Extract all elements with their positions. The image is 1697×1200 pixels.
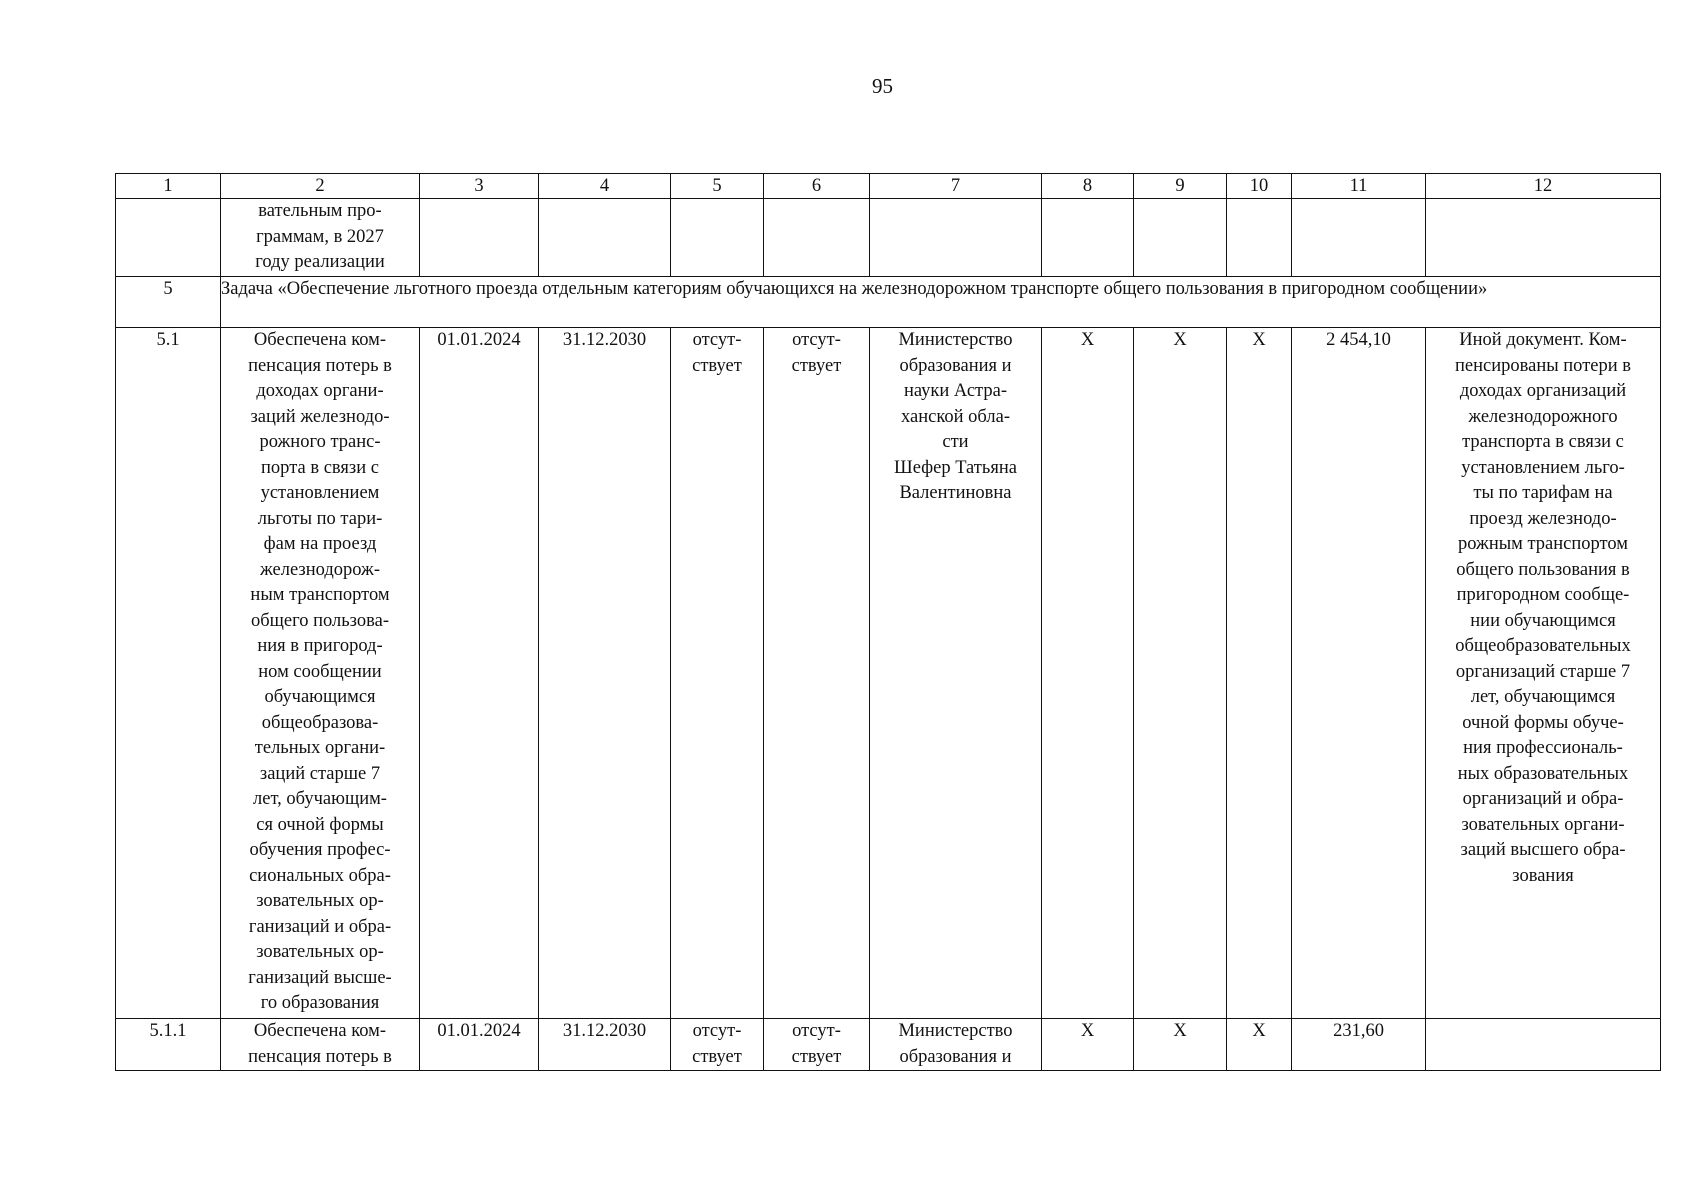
- cell-empty: [1042, 199, 1134, 277]
- column-number: 5: [671, 174, 764, 199]
- text-line: году реализации: [255, 252, 385, 272]
- column-number: 11: [1292, 174, 1426, 199]
- cell-empty: [1134, 199, 1227, 277]
- text-line: доходах органи-: [256, 381, 384, 401]
- text-line: зовательных органи-: [1461, 814, 1625, 835]
- column-number: 6: [764, 174, 870, 199]
- text-line: ханской обла-: [901, 406, 1010, 427]
- text-line: установлением: [260, 483, 380, 503]
- table-row-continuation: [116, 199, 1661, 277]
- cell-col8: Х: [1042, 1019, 1134, 1071]
- text-line: пенсированы потери в: [1455, 355, 1631, 376]
- text-line: ствует: [791, 1046, 842, 1067]
- text-line: Министерство: [898, 330, 1013, 350]
- text-line: Обеспечена ком-: [253, 330, 387, 350]
- cell-end-date: 31.12.2030: [539, 328, 671, 1019]
- text-line: образования и: [899, 1046, 1012, 1067]
- text-line: общеобразова-: [261, 712, 379, 733]
- text-line: ты по тарифам на: [1473, 483, 1613, 503]
- text-line: ном сообщении: [258, 661, 382, 682]
- cell-description: [221, 199, 420, 277]
- cell-empty: [870, 199, 1042, 277]
- cell-description: [221, 1019, 420, 1071]
- text-line: установлением льго-: [1461, 457, 1625, 478]
- text-line: ганизаций высше-: [248, 967, 392, 988]
- cell-description: [221, 328, 420, 1019]
- text-line: пригородном сообще-: [1456, 585, 1630, 605]
- cell-amount: 2 454,10: [1292, 328, 1426, 1019]
- text-line: обучения профес-: [249, 840, 391, 860]
- cell-empty: [420, 199, 539, 277]
- text-line: отсут-: [692, 1021, 742, 1041]
- column-number: 7: [870, 174, 1042, 199]
- program-table: [115, 173, 1661, 1071]
- text-line: Иной документ. Ком-: [1459, 330, 1627, 350]
- text-line: фам на проезд: [263, 534, 377, 554]
- text-line: организаций и обра-: [1462, 789, 1624, 809]
- column-number: 12: [1426, 174, 1661, 199]
- text-line: доходах организаций: [1459, 381, 1627, 401]
- cell-empty: [1426, 199, 1661, 277]
- cell-result-document: [1426, 328, 1661, 1019]
- text-line: общего пользования в: [1456, 559, 1630, 580]
- column-number: 3: [420, 174, 539, 199]
- page-number: 95: [872, 74, 893, 98]
- text-line: обучающимся: [264, 687, 376, 707]
- text-line: сиональных обра-: [249, 865, 391, 886]
- column-number: 4: [539, 174, 671, 199]
- text-line: транспорта в связи с: [1462, 432, 1624, 452]
- text-line: ствует: [791, 355, 842, 376]
- text-line: зовательных ор-: [256, 891, 384, 911]
- cell-result-document: [1426, 1019, 1661, 1071]
- text-line: образования и: [899, 355, 1012, 376]
- row-number: 5.1.1: [116, 1019, 221, 1071]
- cell-col10: Х: [1227, 1019, 1292, 1071]
- cell-col10: Х: [1227, 328, 1292, 1019]
- cell-col9: Х: [1134, 1019, 1227, 1071]
- text-line: железнодорожного: [1468, 406, 1618, 427]
- text-line: зования: [1512, 865, 1574, 886]
- text-line: вательным про-: [258, 201, 382, 221]
- text-line: граммам, в 2027: [256, 226, 384, 247]
- cell-col8: Х: [1042, 328, 1134, 1019]
- text-line: лет, обучающимся: [1470, 687, 1616, 707]
- text-line: отсут-: [692, 330, 742, 350]
- text-line: лет, обучающим-: [253, 789, 387, 809]
- cell-end-date: 31.12.2030: [539, 1019, 671, 1071]
- cell-empty: [1292, 199, 1426, 277]
- text-line: заций железнодо-: [250, 406, 390, 427]
- table-row-5-1-1: [116, 1019, 1661, 1071]
- text-line: рожного транс-: [259, 432, 381, 452]
- text-line: ствует: [692, 355, 742, 376]
- text-line: общеобразовательных: [1455, 636, 1631, 656]
- text-line: Министерство: [898, 1021, 1013, 1041]
- text-line: ствует: [692, 1046, 742, 1067]
- text-line: пенсация потерь в: [248, 355, 392, 376]
- cell-start-date: 01.01.2024: [420, 1019, 539, 1071]
- cell-responsible: [870, 1019, 1042, 1071]
- text-line: проезд железнодо-: [1469, 508, 1617, 529]
- text-line: очной формы обуче-: [1462, 712, 1624, 733]
- text-line: ния в пригород-: [257, 636, 383, 656]
- cell-empty: [671, 199, 764, 277]
- text-line: Шефер Татьяна: [894, 457, 1017, 478]
- row-number: 5: [116, 277, 221, 328]
- row-number: 5.1: [116, 328, 221, 1019]
- text-line: го образования: [260, 993, 380, 1013]
- text-line: рожным транспортом: [1458, 534, 1628, 554]
- column-number-row: [116, 174, 1661, 199]
- cell-col5: [671, 328, 764, 1019]
- cell-empty: [764, 199, 870, 277]
- text-line: общего пользова-: [250, 610, 389, 631]
- cell-empty: [116, 199, 221, 277]
- column-number: 2: [221, 174, 420, 199]
- column-number: 9: [1134, 174, 1227, 199]
- column-number: 10: [1227, 174, 1292, 199]
- text-line: пенсация потерь в: [248, 1046, 392, 1067]
- table-row-5-1: [116, 328, 1661, 1019]
- text-line: ся очной формы: [256, 814, 384, 835]
- text-line: нии обучающимся: [1470, 610, 1616, 631]
- text-line: порта в связи с: [261, 457, 379, 478]
- task-title: Задача «Обеспечение льготного проезда отдельным категориям обучающихся на железнодорожном транспорте общего пользования в пригородном сообщении»: [221, 277, 1661, 328]
- cell-col6: [764, 1019, 870, 1071]
- text-line: тельных органи-: [254, 738, 386, 758]
- text-line: ния профессиональ-: [1463, 738, 1623, 758]
- text-line: отсут-: [792, 1021, 841, 1041]
- cell-col9: Х: [1134, 328, 1227, 1019]
- text-line: Обеспечена ком-: [253, 1021, 387, 1041]
- column-number: 8: [1042, 174, 1134, 199]
- cell-empty: [1227, 199, 1292, 277]
- text-line: организаций старше 7: [1455, 661, 1631, 682]
- text-line: зовательных ор-: [256, 942, 384, 962]
- column-number: 1: [116, 174, 221, 199]
- cell-empty: [539, 199, 671, 277]
- text-line: науки Астра-: [904, 381, 1007, 401]
- text-line: железнодорож-: [260, 559, 380, 580]
- text-line: заций старше 7: [259, 763, 381, 784]
- cell-col6: [764, 328, 870, 1019]
- cell-amount: 231,60: [1292, 1019, 1426, 1071]
- text-line: отсут-: [792, 330, 841, 350]
- text-line: ганизаций и обра-: [248, 916, 392, 937]
- cell-responsible: [870, 328, 1042, 1019]
- text-line: сти: [942, 432, 969, 452]
- cell-col5: [671, 1019, 764, 1071]
- text-line: заций высшего обра-: [1460, 840, 1626, 860]
- text-line: льготы по тари-: [257, 508, 383, 529]
- text-line: ных образовательных: [1457, 763, 1629, 784]
- cell-start-date: 01.01.2024: [420, 328, 539, 1019]
- table-row-task-5: [116, 277, 1661, 328]
- text-line: Валентиновна: [899, 483, 1012, 503]
- text-line: ным транспортом: [250, 585, 390, 605]
